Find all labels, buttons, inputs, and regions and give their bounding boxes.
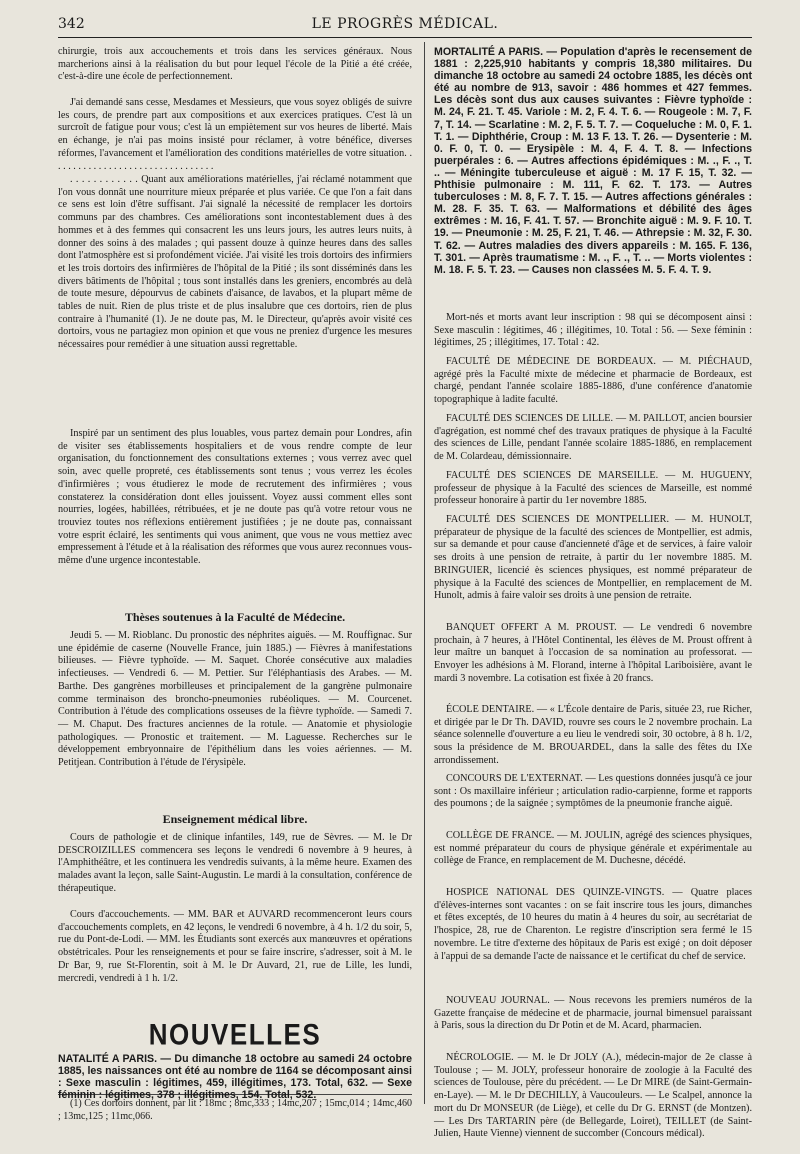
body-paragraph: Inspiré par un sentiment des plus louables, vous partez demain pour Londres, afin de visiter ses établissements hospitaliers et de vous rendre compte de leur organisation, du fonctionnement des consultations externes ; vous verrez avec quel soin, avec quelle propreté, ces établissements sont tenus ; vous verrez les écoles d'infirmières ; vous étudierez le mode de recrutement des infirmières ; vous constaterez la considération dont elles jouissent. Voyez aussi comment elles sont nourries, logées, habillées, rétribuées, et je ne doute pas qu'à votre retour vous ne trouviez toutes nos réflexions entièrement justifiées ; je ne doute pas, connaissant votre esprit éclairé, les sentiments qui vous animent, que vous ne vous mettiez avec empressement à l'étude et à la réalisation des réformes que vous aurez reconnues vous-même d'une urgence incontestable. — [58, 428, 413, 567]
theses-list: Jeudi 5. — M. Rioblanc. Du pronostic des néphrites aiguës. — M. Rouffignac. Sur une épidémie de caserne (Nouvelle France, juin 1885.) — Fièvres à manifestations bilieuses. — Fièvre typhoïde. — M. Saquet. Chorée consécutive aux maladies infectieuses. — Vendredi 6. — M. Pettier. Sur l'éléphantiasis des Arabes. — M. Barthe. Des gangrènes morbilleuses et principalement de la gangrène pulmonaire comme terminaison des broncho-pneumonies rubéoliques. — M. Courcenet. Contribution à l'étude des complications osseuses de la fièvre typhoïde. — Samedi 7. — M. Chaput. Des fractures anciennes de la rotule. — Anatomie et physiologie pathologiques. — Pronostic et traitement. — M. Laguesse. Recherches sur le développement embryonnaire de l'épithélium dans les voies aériennes. — M. Petitjean. Contribution à l'étude de l'érysipèle. — [58, 630, 412, 769]
course-notice: Cours de pathologie et de clinique infantiles, 149, rue de Sèvres. — M. le Dr DESCROIZILLES commencera ses leçons le vendredi 6 novembre à 9 heures, à l'Amphithéâtre, et les continuera les vendredis suivants, à la même heure. Examen des malades avant la leçon, salle Saint-Augustin. Le mardi à la consultation, conférence de thérapeutique. — [58, 832, 412, 894]
news-item: FACULTÉ DES SCIENCES DE MONTPELLIER. — M. HUNOLT, préparateur de physique de la faculté des sciences de Montpellier, est admis, sur sa demande et pour cause d'ancienneté d'âge et de services, à faire valoir ses droits à une pension de retraite, à partir du 1er novembre 1885. M. BRINGUIER, licencié ès sciences physiques, est nommé préparateur de physique à la Faculté des sciences de Montpellier, en remplacement de M. Hunolt, admis à faire valoir ses droits à une pension de retraite. — [434, 514, 752, 602]
news-item: FACULTÉ DE MÉDECINE DE BORDEAUX. — M. PIÉCHAUD, agrégé près la Faculté mixte de médecine et pharmacie de Bordeaux, est chargé, pendant l'année scolaire 1885-1886, d'une conférence d'anatomie topographique à ladite faculté. — [434, 356, 752, 406]
nouvelles-heading: NOUVELLES — [148, 1016, 322, 1052]
right-column — [434, 46, 752, 1140]
header-rule — [58, 37, 752, 38]
news-item: NÉCROLOGIE. — M. le Dr JOLY (A.), médecin-major de 2e classe à Toulouse ; — M. JOLY, professeur honoraire de zoologie à la Faculté des sciences de Toulouse, père du précédent. — Le Dr MIRE (de Saint-Germain-en-Laye). — M. le Dr DECHILLY, à Vaucouleurs. — Le Scalpel, annonce la mort du Dr MONSEUR (de Liège), et celle du Dr G. ERNST (de Montzen). — Les Drs TARTARIN père (de Bellegarde, Loiret), TEILLET (de Saint-Julien, Haute Vienne) viennent de succomber (Concours médical). — [434, 1052, 752, 1140]
mort-nes-paragraph: Mort-nés et morts avant leur inscription : 98 qui se décomposent ainsi : Sexe masculin : légitimes, 46 ; illégitimes, 10. Total : 56. — Sexe féminin : légitimes, 25 ; illégitimes, 17. Total : 42. — [434, 312, 752, 349]
page-number: 342 — [58, 16, 85, 32]
news-item: FACULTÉ DES SCIENCES DE MARSEILLE. — M. HUGUENY, professeur de physique à la Faculté des sciences de Marseille, est nommé professeur honoraire à partir du 1er novembre 1885. — [434, 470, 752, 507]
news-item: FACULTÉ DES SCIENCES DE LILLE. — M. PAILLOT, ancien boursier d'agrégation, est nommé chef des travaux pratiques de physique à la Faculté des sciences de Lille, pendant l'année scolaire 1885-1886, en remplacement de M. Colardeau, démissionnaire. — [434, 413, 752, 463]
page-header — [58, 14, 752, 34]
news-item: CONCOURS DE L'EXTERNAT. — Les questions données jusqu'à ce jour sont : Os maxillaire inférieur ; articulation radio-carpienne, forme et rapports des poumons ; de la saignée ; symptômes de la pneumonie franche aiguë. — [434, 773, 752, 810]
theses-heading: Thèses soutenues à la Faculté de Médecine. — [124, 610, 346, 624]
body-paragraph: J'ai demandé sans cesse, Mesdames et Messieurs, que vous soyez obligés de suivre les cours, de prendre part aux compositions et aux exercices pratiques. C'est là un surcroît de fatigue pour vous; c'est là un empiètement sur vos heures de liberté. Mais en échange, je n'ai pas moins insisté pour réclamer, à votre bénéfice, diverses réformes, l'avancement et l'amélioration des conditions matérielles de votre situation. . . . . . . . . . . . . . . . . . . . . . . . . . . . . . . . . — [58, 97, 412, 172]
body-paragraph: chirurgie, trois aux accouchements et trois dans les services généraux. Nous marcherions ainsi à la réalisation du but pour lequel l'école de la Pitié a été créée, c'est-à-dire une école de perfectionnement. — [58, 46, 412, 83]
left-column — [58, 46, 413, 1122]
enseignement-heading: Enseignement médical libre. — [162, 812, 308, 826]
news-item: NOUVEAU JOURNAL. — Nous recevons les premiers numéros de la Gazette française de médecine et de pharmacie, journal bimensuel paraissant à Paris, sous la direction du Dr Potin et de M. Acard, pharmacien. — [434, 995, 752, 1032]
course-notice: Cours d'accouchements. — MM. BAR et AUVARD recommenceront leurs cours d'accouchements complets, en 42 leçons, le vendredi 6 novembre, à 4 h. 1/2 du soir, 5, rue du Pont-de-Lodi. — MM. les Étudiants sont exercés aux manœuvres et opérations obstétricales. Pour les renseignements et pour se faire inscrire, s'adresser, soit à M. le Dr Bar, 9, rue St-Florentin, soit à M. le Dr Auvard, 21, rue de Lille, les lundi, mercredi, vendredi à 1 h. 1/2. — [58, 909, 412, 984]
news-item: ÉCOLE DENTAIRE. — « L'École dentaire de Paris, située 23, rue Richer, et dirigée par le Dr Th. DAVID, rouvre ses cours le 2 novembre prochain. La séance solennelle d'ouverture a eu lieu le vendredi soir, 30 octobre, à 8 h. 1/2, sous la présidence de M. BROUARDEL, dans la salle des fêtes du IXe arrondissement. — [434, 704, 752, 766]
running-title: LE PROGRÈS MÉDICAL. — [311, 16, 499, 32]
news-item: BANQUET OFFERT A M. PROUST. — Le vendredi 6 novembre prochain, à 7 heures, à l'Hôtel Continental, les élèves de M. Proust offrent à leur maître un banquet à l'occasion de sa nomination au professorat. — Envoyer les adhésions à M. Florand, interne à l'hôpital Lariboisière, avant le mardi 3 novembre. La cotisation est fixée à 20 francs. — [434, 622, 752, 684]
column-rule — [424, 42, 425, 1104]
body-paragraph: . . . . . . . . . . . . Quant aux améliorations matérielles, j'ai réclamé notamment que l'on vous donnât une nourriture mieux préparée et plus variée. Ce que l'on a fait dans ce sens est loin d'être suffisant. J'ai signalé la nécessité de remplacer les dortoirs communs par des chambres. Ces améliorations sont incontestablement dues à des hommes et à des femmes qui consacrent les uns leurs jours, les autres leurs nuits, à donner des soins à des malades ; qui passent douze à quinze heures dans des salles dont l'atmosphère est si profondément viciée. J'ai visité les trois dortoirs des infirmiers et les trois dortoirs des infirmières de l'hôpital de la Pitié ; ils sont disséminés dans les divers bâtiments de l'hôpital ; tous sont installés dans les greniers, encombrés au delà de toute mesure, dépourvus de cabinets d'aisance, de lavabos, et la plupart même de tables de nuit. Rien de plus triste et de plus insalubre que ces dortoirs, rien de plus contraire à l'humanité (1). Je ne doute pas, M. le Directeur, qu'après avoir visité ces dortoirs, vous ne partagiez mon opinion et que vous ne preniez d'urgence les mesures nécessaires pour remédier à une situation aussi regrettable. — [58, 174, 412, 351]
mortalite-paragraph: MORTALITÉ A PARIS. — Population d'après le recensement de 1881 : 2,225,910 habitants y compris 18,380 militaires. Du dimanche 18 octobre au samedi 24 octobre 1885, les décès ont été au nombre de 913, savoir : 486 hommes et 427 femmes. Les décès sont dus aux causes suivantes : Fièvre typhoïde : M. 24, F. 21. T. 45. Variole : M. 2, F. 4. T. 6. — Rougeole : M. 7, F. 7, T. 14. — Scarlatine : M. 2, F. 5. T. 7. — Coqueluche : M. 0, F. 1. T. 1. — Diphthérie, Croup : M. 13 F. 13. T. 26. — Dysenterie : M. 0. F. 0, T. 0. — Erysipèle : M. 4, F. 4. T. 8. — Infections puerpérales : 6. — Autres affections épidémiques : M. ., F. ., T. .. — Méningite tuberculeuse et aiguë : M. 17 F. 15, T. 32. — Phthisie pulmonaire : M. 111, F. 62. T. 173. — Autres tuberculoses : M. 8, F. 7. T. 15. — Autres affections générales : M. 28. F. 35. T. 63. — Malformations et débilité des âges extrêmes : M. 16, F. 41. T. 57. — Bronchite aiguë : M. 9. F. 10. T. 19. — Pneumonie : M. 25, F. 21, T. 46. — Athrepsie : M. 32, F. 30. T. 62. — Autres maladies des divers appareils : M. 165. F. 136, T. 301. — Après traumatisme : M. ., F. ., T. .. — Morts violentes : M. 18. F. 5. T. 23. — Causes non classées M. 5. F. 4. T. 9. — [434, 46, 752, 276]
footnote: (1) Ces dortoirs donnent, par lit : 18mc ; 8mc,333 ; 14mc,207 ; 15mc,014 ; 14mc,460 ; 13mc,125 ; 11mc,066. — [58, 1098, 412, 1122]
natalite-paragraph: NATALITÉ A PARIS. — Du dimanche 18 octobre au samedi 24 octobre 1885, les naissances ont été au nombre de 1164 se décomposant ainsi : Sexe masculin : légitimes, 459, illégitimes, 173. Total, 632. — Sexe féminin : légitimes, 378 ; illégitimes, 154. Total, 532. — [58, 1053, 412, 1102]
news-item: HOSPICE NATIONAL DES QUINZE-VINGTS. — Quatre places d'élèves-internes sont vacantes : on se fait inscrire tous les jours, dimanches et fêtes exceptés, de 10 heures du matin à 4 heures du soir, au secrétariat de l'hospice, 28, rue de Charenton. Le registre d'inscription sera fermé le 15 novembre. Le titre d'externe des hôpitaux de Paris est exigé ; on doit déposer à l'appui de sa demande l'acte de naissance et le certificat du chef de service. — [434, 887, 752, 962]
news-item: COLLÈGE DE FRANCE. — M. JOULIN, agrégé des sciences physiques, est nommé préparateur du cours de physique générale et expérimentale au collège de France, en remplacement de M. Duchesne, décédé. — [434, 830, 752, 867]
